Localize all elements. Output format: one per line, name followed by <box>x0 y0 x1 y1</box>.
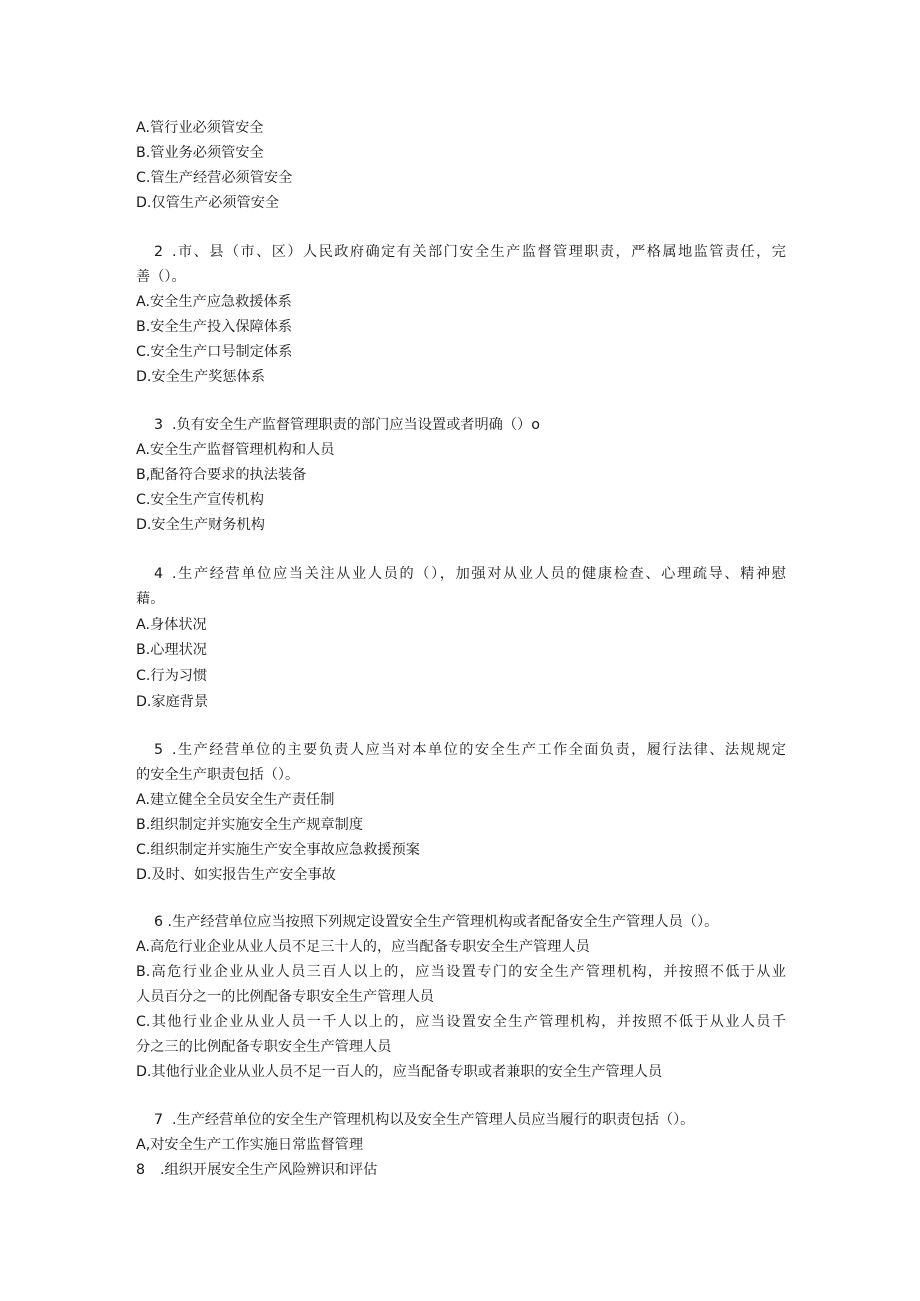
q6-stem-text: 6 .生产经营单位应当按照下列规定设置安全生产管理机构或者配备安全生产管理人员（）。 <box>154 914 719 930</box>
q2-stem-line2: 善（）。 <box>136 269 186 285</box>
q3-number: 3 <box>154 417 164 433</box>
q8-number: 8 <box>136 1162 146 1178</box>
q3-stem-line1 <box>136 413 786 438</box>
q7-option-a: A,对安全生产工作实施日常监督管理 <box>136 1137 364 1153</box>
q2-option-a: A.安全生产应急救援体系 <box>136 294 292 310</box>
q8-stem-text: .组织开展安全生产风险辨识和评估 <box>160 1162 378 1178</box>
q1-option-c: C.管生产经营必须管安全 <box>136 170 293 186</box>
q5-stem-line2: 的安全生产职责包括（）。 <box>136 767 300 783</box>
q7-stem-line1 <box>136 1108 786 1133</box>
q4-number: 4 <box>154 566 164 582</box>
q2-option-d: D.安全生产奖惩体系 <box>136 369 265 385</box>
q5-option-d: D.及时、如实报告生产安全事故 <box>136 867 336 883</box>
q2-stem-text: .市、县（市、区）人民政府确定有关部门安全生产监督管理职责，严格属地监管责任，完 <box>172 244 786 260</box>
q7-number: 7 <box>154 1112 164 1128</box>
q6-option-c-line2: 分之三的比例配备专职安全生产管理人员 <box>136 1039 392 1055</box>
q4-stem-line2: 藉。 <box>136 591 165 607</box>
q3-stem-text: .负有安全生产监督管理职责的部门应当设置或者明确（）o <box>172 417 540 433</box>
q7-stem-text: .生产经营单位的安全生产管理机构以及安全生产管理人员应当履行的职责包括（）。 <box>172 1112 695 1128</box>
q3-option-b: B,配备符合要求的执法装备 <box>136 467 307 483</box>
q2-option-c: C.安全生产口号制定体系 <box>136 344 293 360</box>
q5-number: 5 <box>154 742 164 758</box>
q5-option-b: B.组织制定并实施安全生产规章制度 <box>136 817 364 833</box>
q2-number: 2 <box>154 244 164 260</box>
q4-option-d: D.家庭背景 <box>136 694 209 710</box>
q6-option-b-line2: 人员百分之一的比例配备专职安全生产管理人员 <box>136 989 434 1005</box>
q4-option-c: C.行为习惯 <box>136 668 208 684</box>
q5-option-a: A.建立健全全员安全生产责任制 <box>136 792 335 808</box>
q4-stem-text: .生产经营单位应当关注从业人员的（），加强对从业人员的健康检查、心理疏导、精神慰 <box>172 566 786 582</box>
q4-option-a: A.身体状况 <box>136 617 207 633</box>
q5-stem-text: .生产经营单位的主要负责人应当对本单位的安全生产工作全面负责，履行法律、法规规定 <box>172 742 786 758</box>
q3-option-c: C.安全生产宣传机构 <box>136 492 264 508</box>
q3-option-a: A.安全生产监督管理机构和人员 <box>136 442 335 458</box>
q3-option-d: D.安全生产财务机构 <box>136 517 265 533</box>
q1-option-a: A.管行业必须管安全 <box>136 120 264 136</box>
q4-option-b: B.心理状况 <box>136 642 207 658</box>
q2-option-b: B.安全生产投入保障体系 <box>136 319 293 335</box>
q6-option-a: A.高危行业企业从业人员不足三十人的，应当配备专职安全生产管理人员 <box>136 939 590 955</box>
q8-stem-line1 <box>136 1158 786 1183</box>
q6-option-b-line1: B.高危行业企业从业人员三百人以上的，应当设置专门的安全生产管理机构，并按照不低于从业 <box>136 964 786 980</box>
q6-stem-line1 <box>136 910 786 935</box>
q1-option-d: D.仅管生产必须管安全 <box>136 195 280 211</box>
q5-option-c: C.组织制定并实施生产安全事故应急救援预案 <box>136 842 420 858</box>
q1-option-b: B.管业务必须管安全 <box>136 145 264 161</box>
q4-stem-line1 <box>136 562 786 587</box>
q5-stem-line1 <box>136 738 786 763</box>
q6-option-d: D.其他行业企业从业人员不足一百人的，应当配备专职或者兼职的安全生产管理人员 <box>136 1064 663 1080</box>
q2-stem-line1 <box>136 240 786 265</box>
q6-option-c-line1: C.其他行业企业从业人员一千人以上的，应当设置安全生产管理机构，并按照不低于从业人员千 <box>136 1014 786 1030</box>
